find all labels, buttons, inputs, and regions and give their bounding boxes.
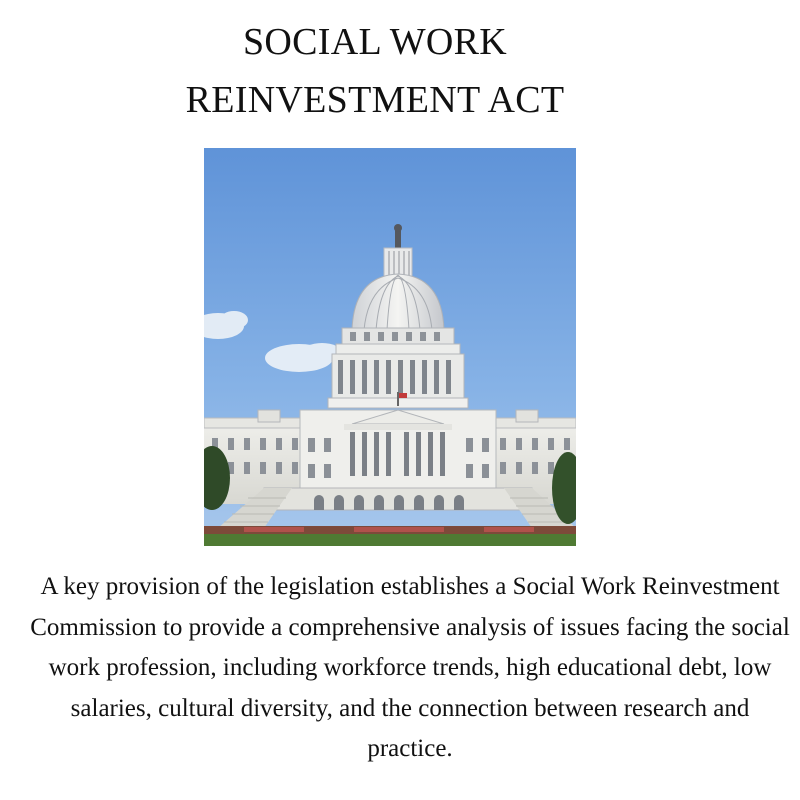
body-paragraph: A key provision of the legislation establishes a Social Work Reinvestment Commission to provide a comprehensive analysis of issues facing the social work profession, including workforce trends, high educational debt, low salaries, cultural diversity, and the connection between research and practice. (30, 573, 790, 762)
capitol-building-photo (204, 148, 576, 546)
page-title-line-1: SOCIAL WORK (242, 21, 508, 63)
page-title-line-2: REINVESTMENT ACT (185, 79, 565, 121)
